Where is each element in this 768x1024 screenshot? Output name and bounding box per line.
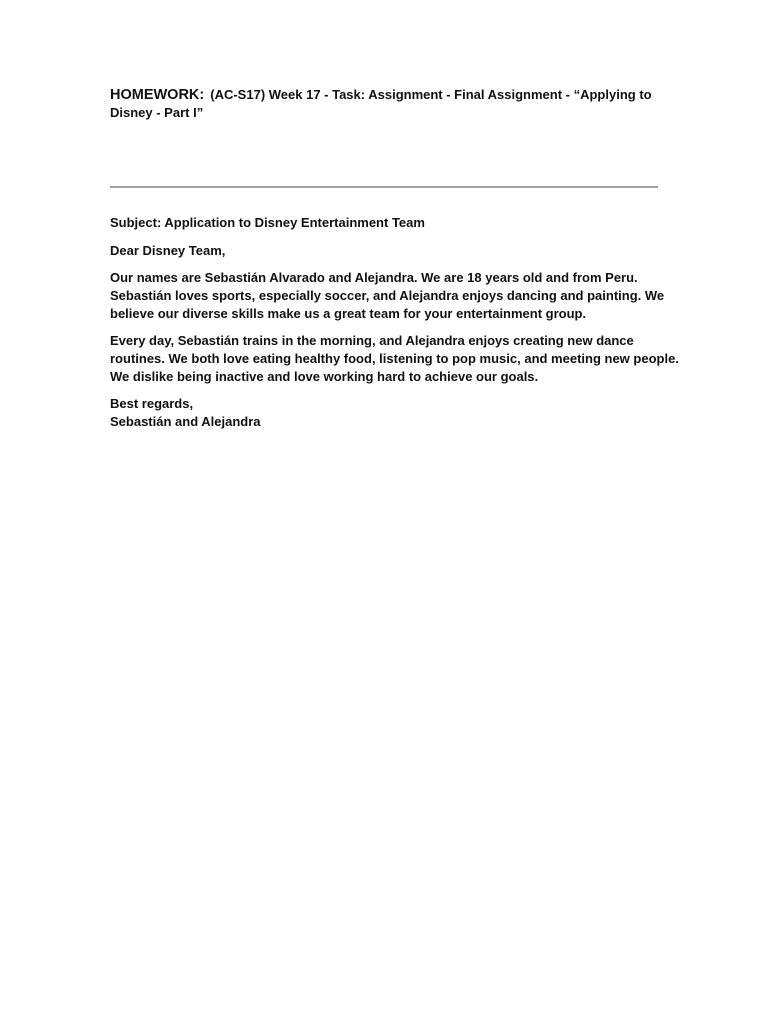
paragraph-1-line: Our names are Sebastián Alvarado and Alejandra. We are 18 years old and from Peru. — [110, 270, 638, 285]
assignment-title-line-1: (AC-S17) Week 17 - Task: Assignment - Final Assignment - “Applying to — [210, 87, 652, 102]
letter-paragraph-1 — [110, 269, 665, 323]
paragraph-2-line: We dislike being inactive and love working hard to achieve our goals. — [110, 369, 539, 384]
letter-signoff — [110, 395, 662, 431]
letter-greeting: Dear Disney Team, — [110, 243, 226, 258]
paragraph-1-line: Sebastián loves sports, especially soccer, and Alejandra enjoys dancing and painting. We — [110, 288, 665, 303]
homework-header — [110, 86, 658, 122]
letter-signature: Sebastián and Alejandra — [110, 414, 261, 429]
horizontal-divider — [110, 186, 658, 188]
paragraph-2-line: Every day, Sebastián trains in the morning, and Alejandra enjoys creating new dance — [110, 333, 634, 348]
letter-closing: Best regards, — [110, 396, 194, 411]
homework-label: HOMEWORK: — [110, 87, 205, 103]
header-line-1 — [110, 86, 658, 104]
assignment-title-line-2: Disney - Part I” — [110, 105, 204, 120]
letter-subject: Subject: Application to Disney Entertainment Team — [110, 215, 425, 230]
paragraph-2-line: routines. We both love eating healthy food, listening to pop music, and meeting new people. — [110, 351, 679, 366]
letter-body — [110, 214, 679, 440]
letter-paragraph-2 — [110, 332, 679, 386]
paragraph-1-line: believe our diverse skills make us a great team for your entertainment group. — [110, 306, 587, 321]
